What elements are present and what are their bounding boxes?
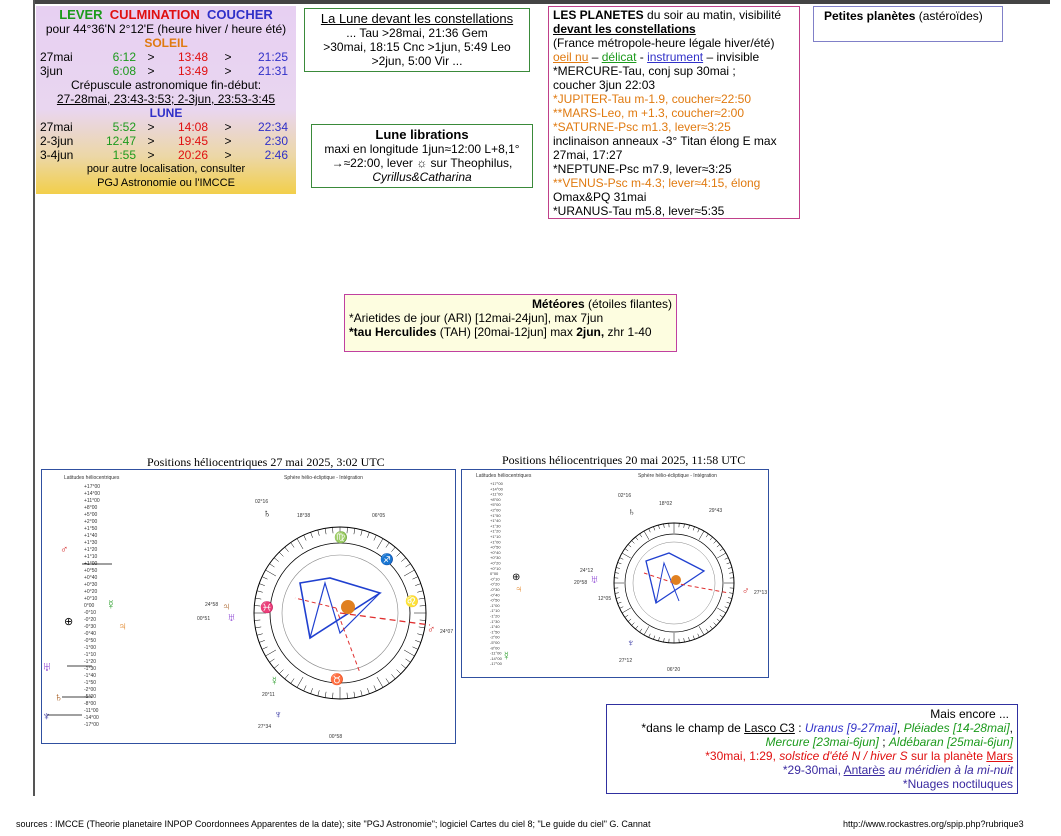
soleil-row <box>40 50 292 64</box>
latitude-tick: -1°00 <box>84 645 97 651</box>
svg-text:♂: ♂ <box>742 586 750 597</box>
svg-text:♂: ♂ <box>427 624 436 636</box>
planetes-note: (France métropole-heure légale hiver/été) <box>553 36 775 50</box>
chart1-label-1: 18°38 <box>297 513 311 519</box>
soleil-date: 27mai <box>40 50 73 64</box>
mais-encore-line-5: *Nuages noctiluques <box>902 777 1013 791</box>
chart2-label-8: 06°20 <box>667 667 681 673</box>
latitude-tick: +17°00 <box>84 484 101 490</box>
lune-constellations-box <box>304 8 530 72</box>
sun-icon <box>341 600 355 614</box>
latitude-tick: -0°20 <box>490 581 500 587</box>
chart2-label-7: 27°13 <box>754 590 768 596</box>
lune-constellations-line-2: >30mai, 18:15 Cnc >1jun, 5:49 Leo <box>323 40 511 54</box>
lune-culm: 14:08 <box>177 120 208 134</box>
latitude-tick: -0°30 <box>490 587 500 592</box>
chart1-latitude-scale <box>84 484 100 728</box>
lune-lever: 5:52 <box>112 120 136 134</box>
header-culmination: CULMINATION <box>109 7 200 22</box>
latitude-tick: -14°00 <box>84 715 99 721</box>
me-l2b: ; <box>878 735 889 749</box>
soleil-date: 3jun <box>40 64 63 78</box>
chart1-label-0: 02°16 <box>255 499 269 505</box>
soleil-culm: 13:48 <box>177 50 208 64</box>
lasco-link[interactable]: Lasco C3 <box>744 721 795 735</box>
chart2-wheel <box>614 523 734 643</box>
me-l3c: sur la planète <box>907 749 987 763</box>
mais-encore-title: Mais encore ... <box>930 707 1009 721</box>
lune-date: 2-3jun <box>40 134 74 148</box>
planete-line-saturne: *SATURNE-Psc m1.3, lever≈3:25 <box>553 120 731 134</box>
header-coucher: COUCHER <box>207 7 273 22</box>
lune-sep1: > <box>147 120 155 134</box>
soleil-coucher: 21:31 <box>257 64 288 78</box>
svg-text:♆: ♆ <box>627 638 635 649</box>
soleil-sep1: > <box>147 50 155 64</box>
latitude-tick: -0°50 <box>490 597 500 603</box>
latitude-tick: 0°00 <box>84 603 95 609</box>
soleil-coucher: 21:25 <box>257 50 288 64</box>
latitude-tick: +0°40 <box>84 575 98 581</box>
latitude-tick: -8°00 <box>490 645 500 651</box>
chart1-label-7: 27°34 <box>258 724 272 730</box>
latitude-tick: +1°50 <box>84 526 98 532</box>
planete-line-venus: **VENUS-Psc m-4.3; lever≈4:15, élong <box>553 176 761 190</box>
chart1-left-label: Latitudes héliocentriques <box>64 475 120 481</box>
latitude-tick: +1°40 <box>84 533 98 539</box>
uranus-icon: ♅ <box>42 659 52 674</box>
chart1-panel <box>41 469 456 744</box>
meteores-line-2 <box>349 325 672 339</box>
chart2-panel <box>461 469 769 678</box>
mais-encore-box <box>606 704 1018 794</box>
latitude-tick: -1°30 <box>84 666 97 672</box>
lune-date: 3-4jun <box>40 148 74 162</box>
header-lever: LEVER <box>59 7 103 22</box>
mars-link[interactable]: Mars <box>986 749 1013 763</box>
latitude-tick: +0°20 <box>490 560 501 566</box>
chart1-label-8: 00°58 <box>329 734 343 740</box>
me-aldebaran: Aldébaran [25mai-6jun] <box>888 735 1013 749</box>
chart2-svg <box>462 470 768 677</box>
earth-icon: ⊕ <box>64 616 74 628</box>
svg-text:♌: ♌ <box>405 596 419 608</box>
latitude-tick: +1°00 <box>84 561 98 567</box>
soleil-culm: 13:49 <box>177 64 208 78</box>
footer-url[interactable]: http://www.rockastres.org/spip.php?rubrique3 <box>843 819 1024 829</box>
latitude-tick: +2°00 <box>84 519 98 525</box>
me-uranus: Uranus [9-27mai] <box>804 721 897 735</box>
lune-culm: 20:26 <box>177 148 208 162</box>
latitude-tick: +0°30 <box>490 555 501 561</box>
footer-sources: sources : IMCCE (Theorie planetaire INPOP Coordonnees Apparentes de la date); site "PGJ Astronomie"; logiciel Cartes du ciel 8; "Le guide du ciel" G. Cannat <box>16 819 651 829</box>
planetes-title: LES PLANETES <box>553 8 644 22</box>
antares-link[interactable]: Antarès <box>843 763 885 777</box>
top-border <box>34 0 1050 4</box>
latitude-tick: -1°10 <box>84 652 97 658</box>
legend-delicat: délicat <box>601 50 637 64</box>
latitude-tick: +1°50 <box>490 512 501 518</box>
latitude-tick: -5°00 <box>490 640 500 645</box>
lune-sep1: > <box>147 134 155 148</box>
lune-row <box>40 134 292 148</box>
latitude-tick: -0°10 <box>84 610 97 616</box>
latitude-tick: -1°20 <box>84 659 97 665</box>
latitude-tick: -1°40 <box>84 673 97 679</box>
svg-text:☿: ☿ <box>270 674 279 688</box>
latitude-tick: -14°00 <box>490 655 502 661</box>
planete-line-mars: **MARS-Leo, m +1.3, coucher≈2:00 <box>553 106 745 120</box>
librations-line-2: →≈22:00, lever ☼ sur Theophilus, <box>331 156 513 170</box>
soleil-lever: 6:12 <box>112 50 136 64</box>
svg-text:☿: ☿ <box>502 649 511 663</box>
chart1-wheel <box>254 527 430 699</box>
latitude-tick: +8°00 <box>84 505 98 511</box>
jupiter-icon: ♃ <box>118 619 127 633</box>
svg-text:♐: ♐ <box>380 554 394 566</box>
planete-line-uranus: *URANUS-Tau m5.8, lever≈5:35 <box>553 204 725 218</box>
mais-encore-line-1 <box>611 721 1013 735</box>
soleil-row <box>40 64 292 78</box>
planete-line-neptune: *NEPTUNE-Psc m7.9, lever≈3:25 <box>553 162 732 176</box>
latitude-tick: -5°00 <box>84 694 97 700</box>
planetes-title-rest: du soir au matin, visibilité <box>643 8 782 22</box>
lune-coucher: 2:46 <box>264 148 288 162</box>
meteores-line-1: *Arietides de jour (ARI) [12mai-24jun], max 7jun <box>349 311 604 325</box>
latitude-tick: -1°40 <box>490 624 500 630</box>
latitude-tick: -2°00 <box>490 634 500 640</box>
lune-sep2: > <box>224 120 232 134</box>
chart1-right-label: Sphère hélio-écliptique - Intégration <box>284 475 363 481</box>
mars-icon: ♂ <box>60 544 69 556</box>
planetes-subtitle: devant les constellations <box>553 22 696 36</box>
latitude-tick: -0°10 <box>490 576 500 582</box>
latitude-tick: -2°00 <box>84 687 97 693</box>
meteor-name: *tau Herculides <box>349 325 437 339</box>
lune-row <box>40 120 292 134</box>
latitude-tick: +14°00 <box>84 491 101 497</box>
latitude-tick: +8°00 <box>490 496 501 502</box>
mercury-icon: ☿ <box>106 597 116 612</box>
me-l4c: au méridien à la mi-nuit <box>884 763 1013 777</box>
latitude-tick: -11°00 <box>84 708 99 714</box>
chart2-label-3: 24°12 <box>580 568 594 574</box>
chart2-title: Positions héliocentriques 20 mai 2025, 11:58 UTC <box>502 453 746 467</box>
chart2-label-1: 18°02 <box>659 501 673 507</box>
soleil-sep2: > <box>224 50 232 64</box>
latitude-tick: +5°00 <box>84 512 98 518</box>
location-line: pour 44°36'N 2°12'E (heure hiver / heure été) <box>45 22 287 36</box>
lune-coucher: 22:34 <box>257 120 288 134</box>
latitude-tick: +1°30 <box>84 540 98 546</box>
meteores-title-rest: (étoiles filantes) <box>584 297 672 311</box>
me-pleiades: Pléiades [14-28mai] <box>903 721 1010 735</box>
latitude-tick: +2°00 <box>490 507 501 513</box>
petites-planetes-rest: (astéroïdes) <box>915 9 983 23</box>
me-l1e: , <box>896 721 904 735</box>
chart1-label-6: 20°11 <box>262 692 275 698</box>
svg-text:♆: ♆ <box>274 709 283 721</box>
me-l1g: , <box>1009 721 1013 735</box>
chart1-label-4: 00°51 <box>197 616 211 622</box>
svg-text:♄: ♄ <box>263 508 272 520</box>
latitude-tick: -11°00 <box>490 650 502 656</box>
latitude-tick: +5°00 <box>490 502 501 508</box>
crepuscule-title: Crépuscule astronomique fin-début: <box>70 78 262 92</box>
meteores-title: Météores <box>531 297 585 311</box>
chart1-label-5: 24°07 <box>440 629 454 635</box>
chart1-title: Positions héliocentriques 27 mai 2025, 3:02 UTC <box>147 455 385 469</box>
lune-date: 27mai <box>40 120 73 134</box>
lune-constellations-line-1: ... Tau >28mai, 21:36 Gem <box>346 26 488 40</box>
lune-sep2: > <box>224 148 232 162</box>
librations-line-1: maxi en longitude 1jun≈12:00 L+8,1° <box>324 142 520 156</box>
note-line-1: pour autre localisation, consulter <box>86 163 246 175</box>
me-l3a: *30mai, 1:29, <box>705 749 780 763</box>
chart2-label-6: 27°12 <box>619 658 633 664</box>
latitude-tick: +1°20 <box>84 547 98 553</box>
latitude-tick: +1°10 <box>490 534 501 539</box>
chart1-label-3: 24°58 <box>205 602 219 608</box>
chart2-label-4: 20°58 <box>574 580 588 586</box>
latitude-tick: 0°00 <box>490 571 499 577</box>
chart2-label-0: 02°16 <box>618 493 632 499</box>
meteor-zhr: zhr 1-40 <box>604 325 652 339</box>
svg-text:♃: ♃ <box>222 601 231 613</box>
meteor-max: 2jun, <box>576 325 605 339</box>
svg-text:♍: ♍ <box>334 532 348 544</box>
latitude-tick: -1°50 <box>490 629 500 635</box>
lune-table <box>40 120 292 162</box>
latitude-tick: -17°00 <box>490 661 502 667</box>
chart1-svg <box>42 470 455 743</box>
petites-planetes-box <box>813 6 1003 42</box>
chart2-left-label: Latitudes héliocentriques <box>476 473 532 479</box>
planete-line-mercure-2: coucher 3jun 22:03 <box>553 78 656 92</box>
latitude-tick: -8°00 <box>84 701 97 707</box>
chart2-label-2: 29°43 <box>709 508 723 514</box>
latitude-tick: -1°00 <box>490 602 500 608</box>
svg-text:♃: ♃ <box>515 584 523 595</box>
chart2-right-label: Sphère hélio-écliptique - Intégration <box>638 473 717 479</box>
lune-row <box>40 148 292 162</box>
latitude-tick: +0°10 <box>490 565 501 571</box>
me-solstice: solstice d'été N / hiver S <box>779 749 908 763</box>
latitude-tick: -1°30 <box>490 618 500 624</box>
svg-text:♄: ♄ <box>628 507 636 518</box>
planete-line-saturne-3: 27mai, 17:27 <box>553 148 623 162</box>
me-l1a: *dans le champ de <box>641 721 745 735</box>
neptune-icon: ♆ <box>42 709 51 723</box>
latitude-tick: -17°00 <box>84 722 99 728</box>
me-mercure: Mercure [23mai-6jun] <box>765 735 879 749</box>
soleil-lever: 6:08 <box>112 64 136 78</box>
latitude-tick: +0°50 <box>84 568 98 574</box>
planetes-legend: oeil nu – délicat - instrument – invisible <box>553 50 760 64</box>
soleil-table <box>40 50 292 78</box>
left-border <box>33 0 35 796</box>
legend-instrument: instrument <box>647 50 704 64</box>
svg-text:♓: ♓ <box>260 602 274 614</box>
sun-moon-box <box>36 6 296 194</box>
latitude-tick: +0°20 <box>84 589 98 595</box>
latitude-tick: -0°30 <box>84 624 97 630</box>
planete-line-saturne-2: inclinaison anneaux -3° Titan élong E max <box>553 134 777 148</box>
sun-icon-2 <box>671 575 681 585</box>
chart2-label-5: 12°05 <box>598 596 612 602</box>
planete-line-mercure: *MERCURE-Tau, conj sup 30mai ; <box>553 64 736 78</box>
latitude-tick: -0°40 <box>490 592 500 598</box>
librations-box <box>311 124 533 188</box>
note-line-2: PGJ Astronomie ou l'IMCCE <box>97 177 235 189</box>
saturn-icon: ♄ <box>54 690 63 704</box>
lune-coucher: 2:30 <box>264 134 288 148</box>
lune-lever: 12:47 <box>105 134 136 148</box>
lune-sep1: > <box>147 148 155 162</box>
svg-text:♅: ♅ <box>227 610 236 624</box>
chart2-latitude-scale <box>490 481 504 666</box>
latitude-tick: +1°20 <box>490 528 501 534</box>
lune-sep2: > <box>224 134 232 148</box>
latitude-tick: +0°50 <box>490 544 501 550</box>
me-l4a: *29-30mai, <box>782 763 844 777</box>
svg-text:♉: ♉ <box>330 674 344 686</box>
mais-encore-line-2 <box>611 735 1013 749</box>
meteores-box <box>344 294 677 352</box>
librations-line-3: Cyrillus&Catharina <box>372 170 472 184</box>
lune-lever: 1:55 <box>112 148 136 162</box>
sun-moon-header <box>40 8 292 22</box>
soleil-sep2: > <box>224 64 232 78</box>
petites-planetes-title: Petites planètes <box>824 9 916 23</box>
latitude-tick: -0°50 <box>84 638 97 644</box>
latitude-tick: -0°40 <box>84 631 97 637</box>
latitude-tick: -0°20 <box>84 617 97 623</box>
latitude-tick: +0°10 <box>84 596 98 602</box>
latitude-tick: -1°10 <box>490 608 500 614</box>
planetes-box <box>548 6 800 219</box>
legend-invisible: – invisible <box>706 50 760 64</box>
planete-line-venus-2: Omax&PQ 31mai <box>553 190 647 204</box>
librations-title: Lune librations <box>375 127 469 142</box>
chart1-label-2: 06°05 <box>372 513 386 519</box>
latitude-tick: -1°50 <box>84 680 97 686</box>
mais-encore-line-3 <box>611 749 1013 763</box>
latitude-tick: +1°00 <box>490 539 501 545</box>
lune-title: LUNE <box>149 106 183 120</box>
svg-text:♅: ♅ <box>590 572 599 586</box>
latitude-tick: +14°00 <box>490 486 503 492</box>
lune-culm: 19:45 <box>177 134 208 148</box>
latitude-tick: -1°20 <box>490 613 500 619</box>
soleil-title: SOLEIL <box>144 36 188 50</box>
latitude-tick: +0°30 <box>84 582 98 588</box>
latitude-tick: +1°10 <box>84 554 98 560</box>
soleil-sep1: > <box>147 64 155 78</box>
latitude-tick: +11°00 <box>490 491 503 497</box>
legend-oeil-nu[interactable]: oeil nu <box>553 50 589 64</box>
mais-encore-line-4 <box>611 763 1013 777</box>
latitude-tick: +11°00 <box>84 498 100 504</box>
svg-text:⊕: ⊕ <box>512 572 521 583</box>
lune-constellations-line-3: >2jun, 5:00 Vir ... <box>371 54 463 68</box>
crepuscule-line: 27-28mai, 23:43-3:53; 2-3jun, 23:53-3:45 <box>56 92 276 106</box>
latitude-tick: +1°40 <box>490 518 501 524</box>
latitude-tick: +1°30 <box>490 523 501 529</box>
me-l1c: : <box>794 721 805 735</box>
lune-constellations-title: La Lune devant les constellations <box>320 11 514 26</box>
planete-line-jupiter: *JUPITER-Tau m-1.9, coucher≈22:50 <box>553 92 751 106</box>
latitude-tick: +0°40 <box>490 549 501 555</box>
meteor-details: (TAH) [20mai-12jun] max <box>436 325 577 339</box>
latitude-tick: +17°00 <box>490 481 503 486</box>
